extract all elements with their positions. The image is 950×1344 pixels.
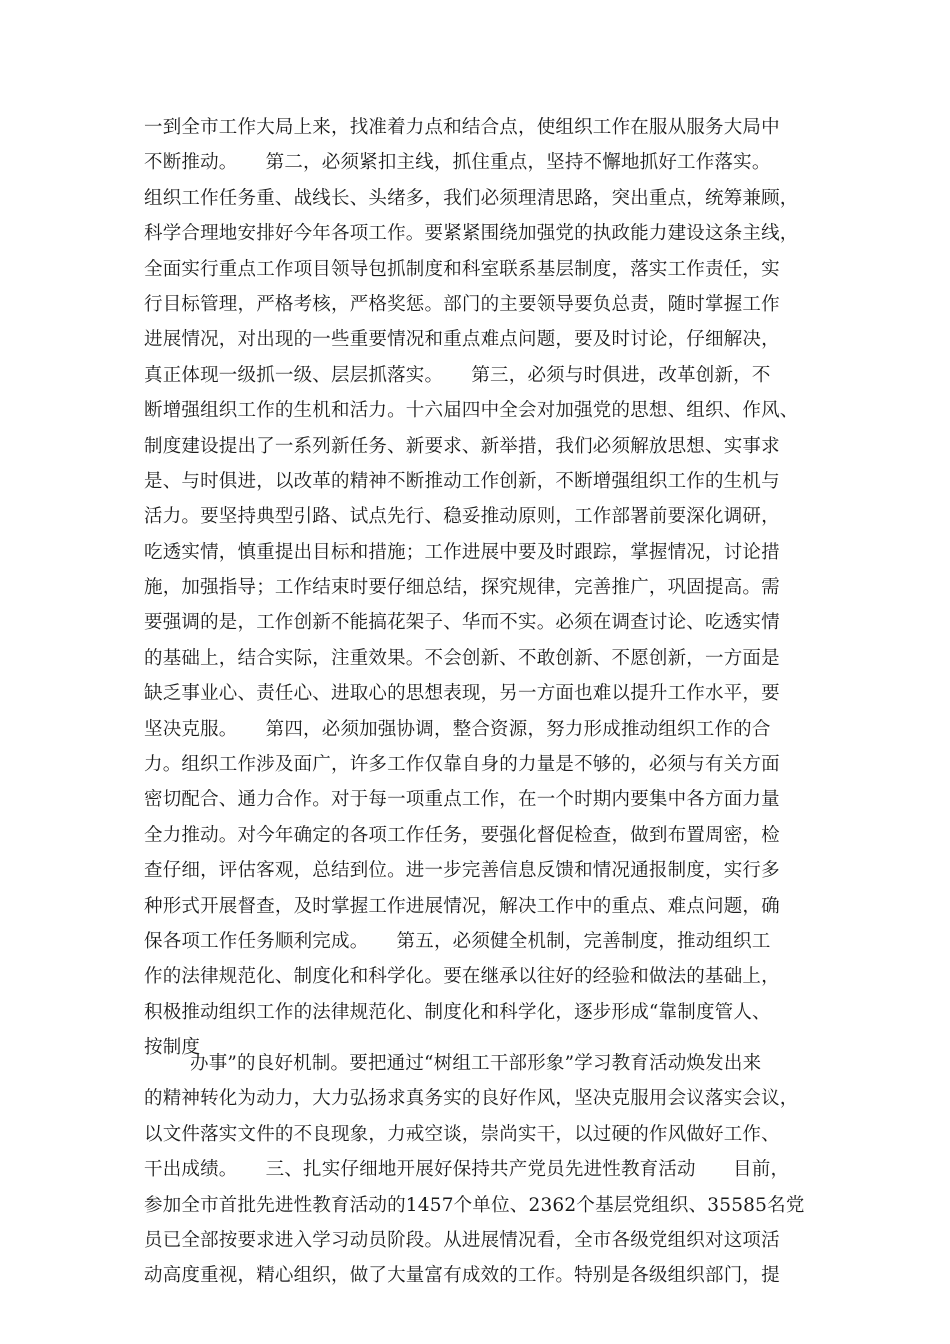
text-line: 断增强组织工作的生机和活力。十六届四中全会对加强党的思想、组织、作风、	[144, 400, 799, 422]
text-line: 作的法律规范化、制度化和科学化。要在继承以往好的经验和做法的基础上，	[144, 966, 780, 988]
text-line: 组织工作任务重、战线长、头绪多，我们必须理清思路，突出重点，统筹兼顾，	[144, 187, 799, 209]
text-line: 要强调的是，工作创新不能搞花架子、华而不实。必须在调查讨论、吃透实情	[144, 612, 780, 634]
text-line: 真正体现一级抓一级、层层抓落实。 第三，必须与时俱进，改革创新，不	[144, 364, 771, 386]
text-line: 活力。要坚持典型引路、试点先行、稳妥推动原则，工作部署前要深化调研，	[144, 506, 780, 528]
text-line: 进展情况，对出现的一些重要情况和重点难点问题，要及时讨论，仔细解决，	[144, 329, 780, 351]
text-line: 全力推动。对今年确定的各项工作任务，要强化督促检查，做到布置周密，检	[144, 824, 780, 846]
text-line: 力。组织工作涉及面广，许多工作仅靠自身的力量是不够的，必须与有关方面	[144, 754, 780, 776]
text-line: 办事”的良好机制。要把通过“树组工干部形象”学习教育活动焕发出来	[190, 1053, 762, 1074]
text-line: 密切配合、通力合作。对于每一项重点工作，在一个时期内要集中各方面力量	[144, 789, 780, 811]
text-line: 查仔细，评估客观，总结到位。进一步完善信息反馈和情况通报制度，实行多	[144, 860, 780, 882]
text-line: 参加全市首批先进性教育活动的1457个单位、2362个基层党组织、35585名党	[144, 1194, 805, 1216]
text-line: 种形式开展督查，及时掌握工作进展情况，解决工作中的重点、难点问题，确	[144, 895, 780, 917]
text-line: 按制度	[144, 1037, 201, 1059]
paragraph-block	[144, 110, 824, 1066]
text-line: 一到全市工作大局上来，找准着力点和结合点，使组织工作在服从服务大局中	[144, 117, 780, 138]
text-line: 员已全部按要求进入学习动员阶段。从进展情况看，全市各级党组织对这项活	[144, 1229, 780, 1251]
text-line: 施，加强指导；工作结束时要仔细总结，探究规律，完善推广，巩固提高。需	[144, 577, 780, 599]
text-line: 制度建设提出了一系列新任务、新要求、新举措，我们必须解放思想、实事求	[144, 435, 780, 457]
text-line: 坚决克服。 第四，必须加强协调，整合资源，努力形成推动组织工作的合	[144, 718, 771, 740]
text-line: 积极推动组织工作的法律规范化、制度化和科学化，逐步形成“靠制度管人、	[144, 1001, 771, 1023]
text-line: 动高度重视，精心组织，做了大量富有成效的工作。特别是各级组织部门，提	[144, 1265, 780, 1287]
text-line: 保各项工作任务顺利完成。 第五，必须健全机制，完善制度，推动组织工	[144, 930, 771, 952]
text-line: 科学合理地安排好今年各项工作。要紧紧围绕加强党的执政能力建设这条主线，	[144, 223, 799, 245]
text-line: 行目标管理，严格考核，严格奖惩。部门的主要领导要负总责，随时掌握工作	[144, 293, 780, 315]
text-line: 以文件落实文件的不良现象，力戒空谈，崇尚实干，以过硬的作风做好工作、	[144, 1123, 780, 1145]
text-line: 干出成绩。 三、扎实仔细地开展好保持共产党员先进性教育活动 目前，	[144, 1159, 790, 1181]
paragraph-block-continued	[144, 1046, 824, 1294]
text-line: 是、与时俱进，以改革的精神不断推动工作创新，不断增强组织工作的生机与	[144, 470, 780, 492]
text-line: 吃透实情，慎重提出目标和措施；工作进展中要及时跟踪，掌握情况，讨论措	[144, 541, 780, 563]
text-line: 的精神转化为动力，大力弘扬求真务实的良好作风，坚决克服用会议落实会议，	[144, 1088, 799, 1110]
text-line: 的基础上，结合实际，注重效果。不会创新、不敢创新、不愿创新，一方面是	[144, 647, 780, 669]
text-line: 全面实行重点工作项目领导包抓制度和科室联系基层制度，落实工作责任，实	[144, 258, 780, 280]
text-line: 不断推动。 第二，必须紧扣主线，抓住重点，坚持不懈地抓好工作落实。	[144, 152, 771, 174]
text-line: 缺乏事业心、责任心、进取心的思想表现，另一方面也难以提升工作水平，要	[144, 683, 780, 705]
